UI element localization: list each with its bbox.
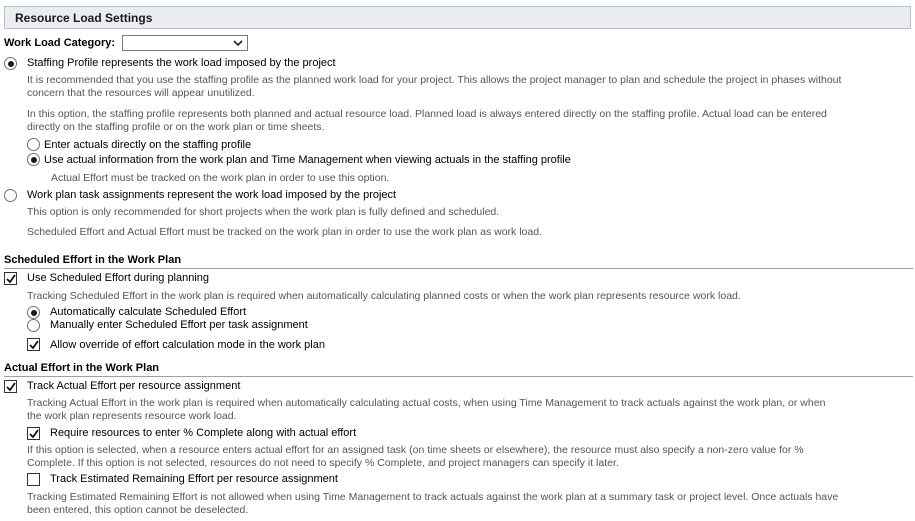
manual-enter-radio[interactable] [27, 319, 40, 332]
work-plan-radio[interactable] [4, 189, 17, 202]
staffing-profile-radio[interactable] [4, 57, 17, 70]
use-scheduled-effort-checkbox[interactable] [4, 272, 17, 285]
use-scheduled-effort-label: Use Scheduled Effort during planning [27, 272, 210, 284]
scheduled-effort-desc: Tracking Scheduled Effort in the work plan is required when automatically calculating planned costs or when the work plan represents resource work load. [27, 290, 741, 302]
actual-effort-desc-line2: the work plan represents resource work load. [27, 410, 237, 422]
track-estimated-remaining-checkbox[interactable] [27, 473, 40, 486]
checkmark-icon [5, 381, 17, 393]
require-desc-line2: Complete. If this option is not selected, resources do not need to specify % Complete, and project managers can specify it later. [27, 457, 619, 469]
section-divider [4, 376, 913, 377]
section-divider [4, 268, 913, 269]
workload-category-label: Work Load Category: [4, 37, 116, 49]
actual-effort-title: Actual Effort in the Work Plan [4, 362, 160, 374]
checkmark-icon [5, 273, 17, 285]
enter-actuals-label: Enter actuals directly on the staffing profile [44, 139, 252, 151]
checkmark-icon [28, 339, 40, 351]
require-percent-complete-label: Require resources to enter % Complete along with actual effort [50, 427, 357, 439]
staffing-desc1-line2: concern that the resources will appear unutilized. [27, 87, 255, 99]
staffing-desc2-line2: directly on the staffing profile or on the work plan or time sheets. [27, 121, 325, 133]
actual-effort-desc-line1: Tracking Actual Effort in the work plan is required when automatically calculating actual costs, when using Time Management to track actuals against the work plan, or when [27, 397, 826, 409]
allow-override-checkbox[interactable] [27, 338, 40, 351]
track-actual-effort-label: Track Actual Effort per resource assignment [27, 380, 241, 392]
auto-calculate-radio[interactable] [27, 306, 40, 319]
chevron-down-icon [232, 36, 244, 50]
work-plan-desc2: Scheduled Effort and Actual Effort must be tracked on the work plan in order to use the work plan as work load. [27, 226, 542, 238]
estimated-desc-line2: been entered, this option cannot be deselected. [27, 504, 249, 516]
use-actual-info-label: Use actual information from the work plan and Time Management when viewing actuals in the staffing profile [44, 154, 571, 166]
staffing-desc2-line1: In this option, the staffing profile represents both planned and actual resource load. Planned load is always entered directly on the staffing profile. Actual load can be entered [27, 108, 827, 120]
use-actual-info-radio[interactable] [27, 153, 40, 166]
checkmark-icon [28, 428, 40, 440]
use-actual-info-note: Actual Effort must be tracked on the work plan in order to use this option. [51, 172, 390, 184]
require-desc-line1: If this option is selected, when a resource enters actual effort for an assigned task (on time sheets or elsewhere), the resource must also specify a non-zero value for % [27, 444, 804, 456]
track-estimated-remaining-label: Track Estimated Remaining Effort per resource assignment [50, 473, 338, 485]
page-title: Resource Load Settings [15, 11, 153, 25]
enter-actuals-radio[interactable] [27, 138, 40, 151]
staffing-profile-label: Staffing Profile represents the work load imposed by the project [27, 57, 336, 69]
work-plan-desc1: This option is only recommended for short projects when the work plan is fully defined and scheduled. [27, 206, 500, 218]
staffing-desc1-line1: It is recommended that you use the staffing profile as the planned work load for your project. This allows the project manager to plan and schedule the project in phases without [27, 74, 842, 86]
track-actual-effort-checkbox[interactable] [4, 380, 17, 393]
auto-calculate-label: Automatically calculate Scheduled Effort [50, 306, 247, 318]
section-header [4, 6, 911, 29]
work-plan-label: Work plan task assignments represent the work load imposed by the project [27, 189, 397, 201]
estimated-desc-line1: Tracking Estimated Remaining Effort is not allowed when using Time Management to track actuals against the work plan at a summary task or project level. Once actuals have [27, 491, 839, 503]
scheduled-effort-title: Scheduled Effort in the Work Plan [4, 254, 182, 266]
workload-category-select[interactable] [122, 35, 248, 51]
manual-enter-label: Manually enter Scheduled Effort per task assignment [50, 319, 308, 331]
require-percent-complete-checkbox[interactable] [27, 427, 40, 440]
allow-override-label: Allow override of effort calculation mode in the work plan [50, 339, 325, 351]
